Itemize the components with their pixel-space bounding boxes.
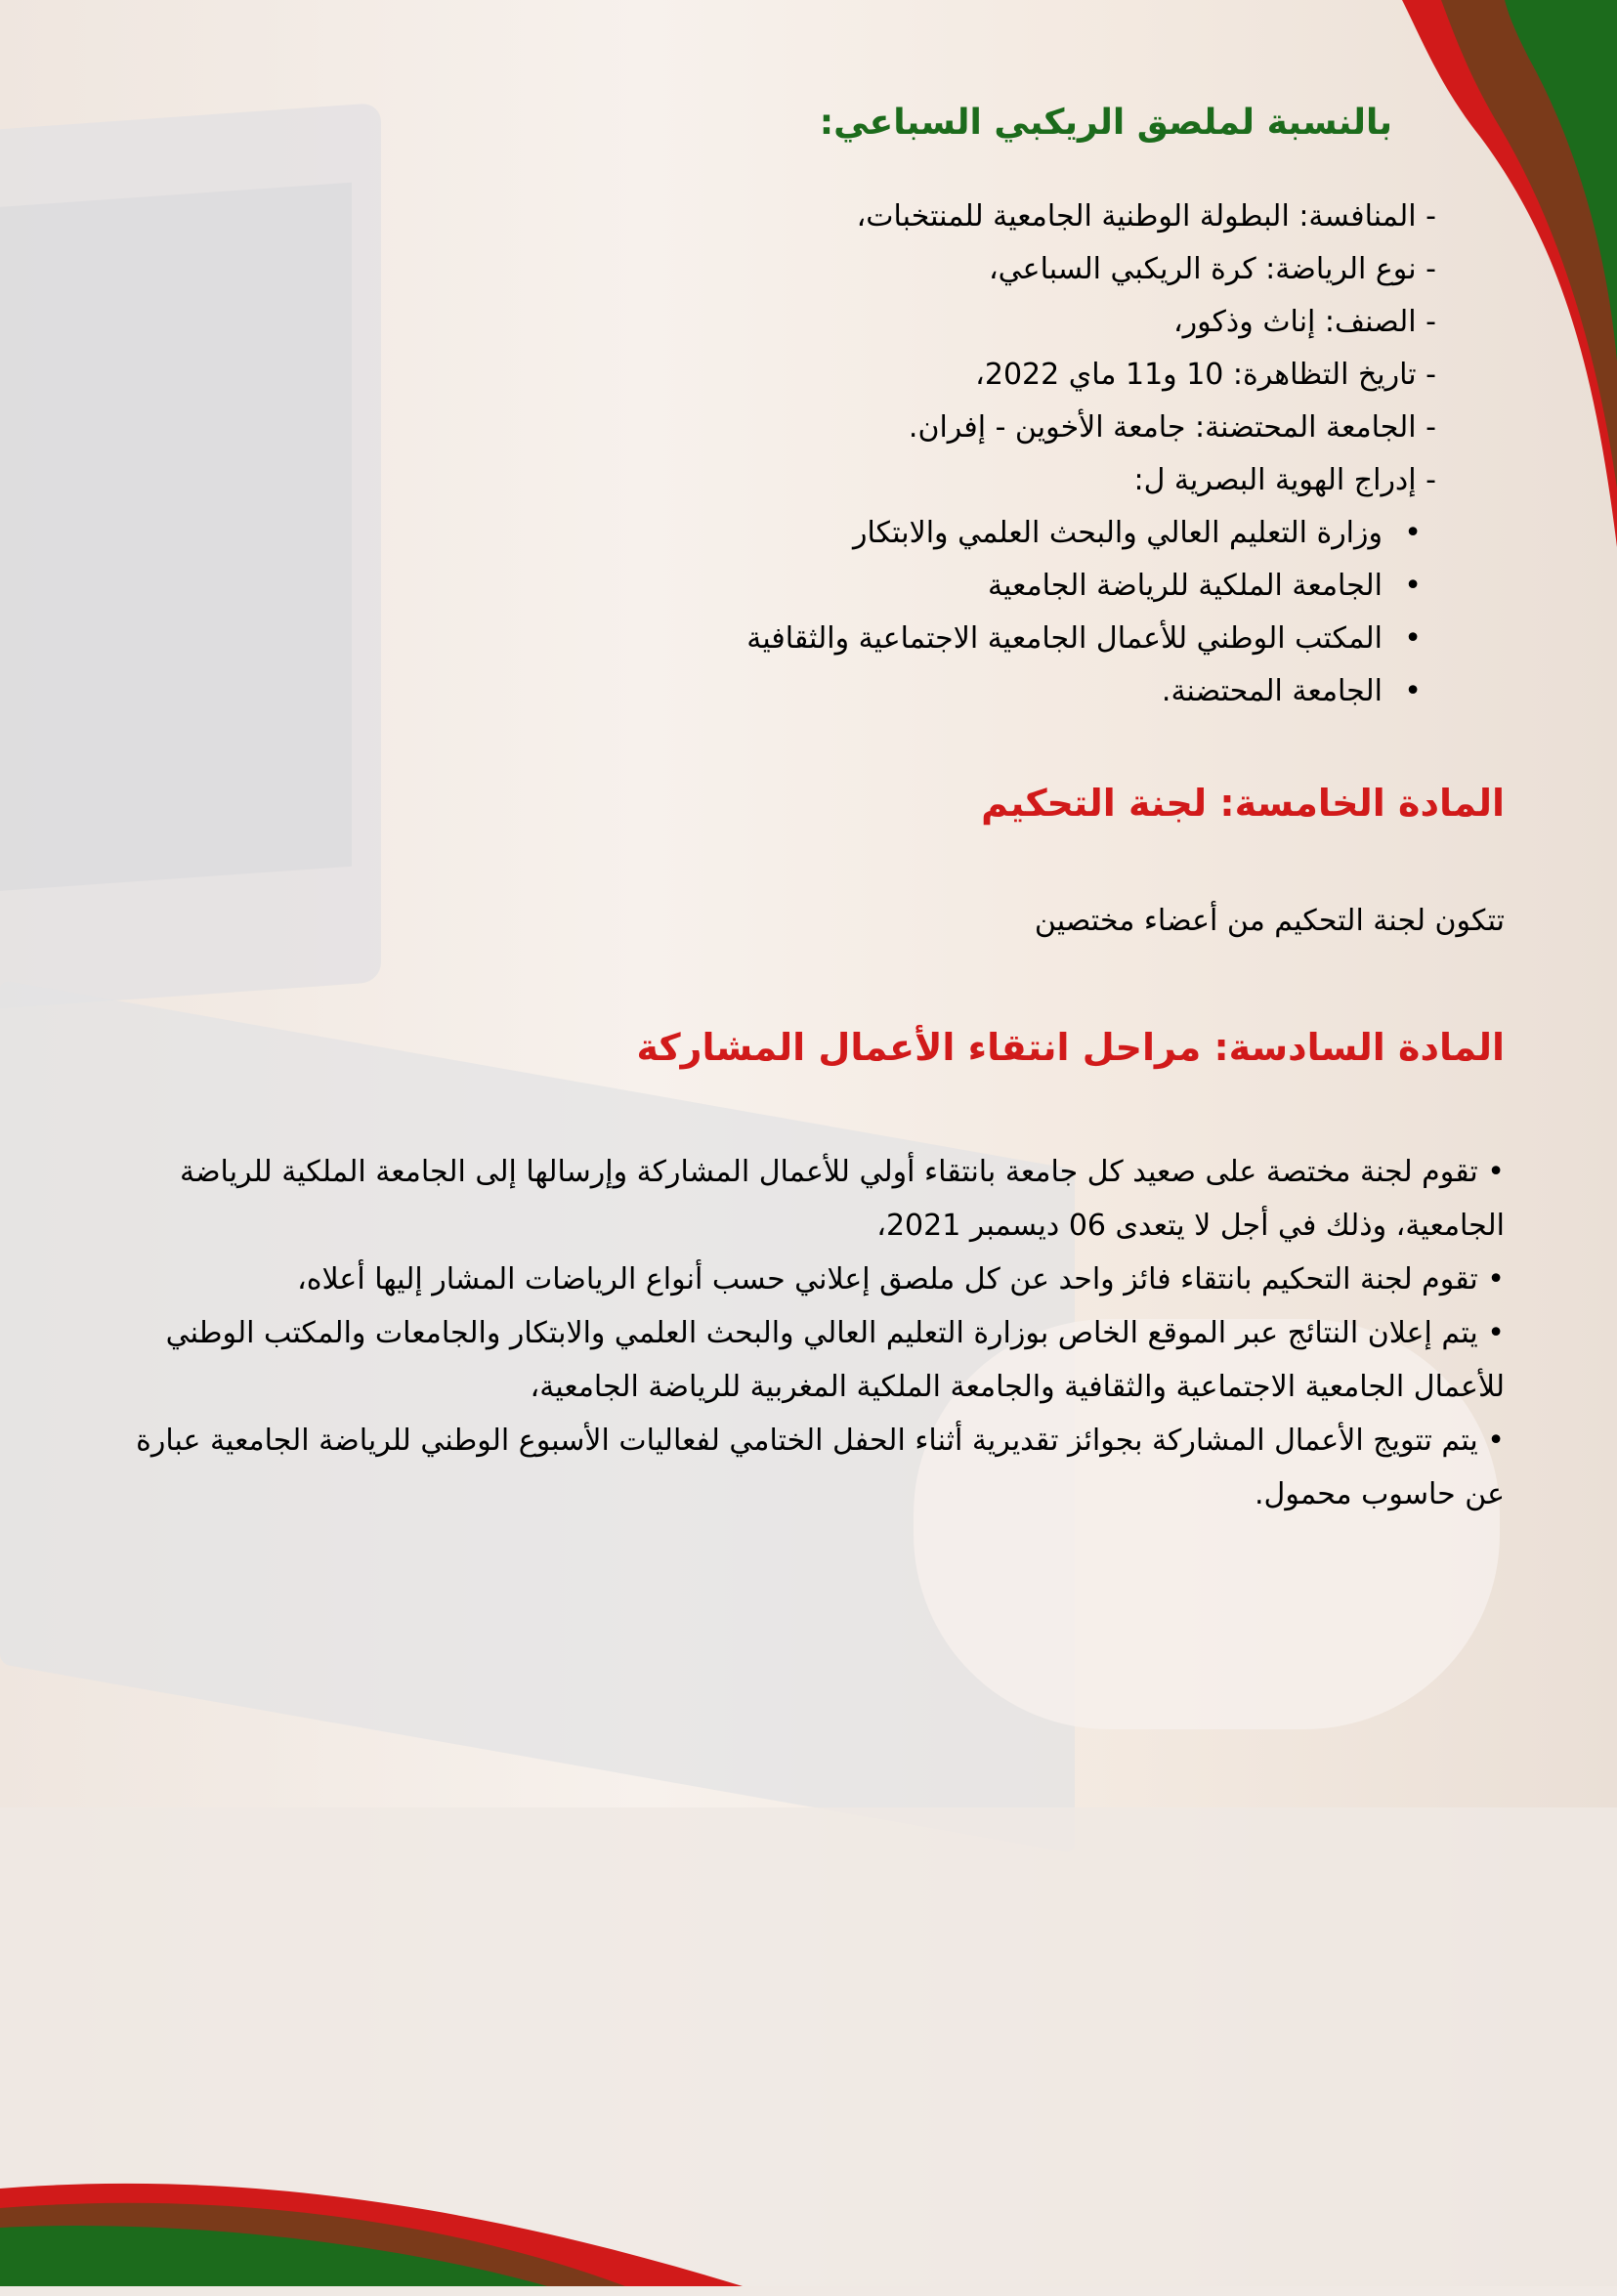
article-6-body bbox=[88, 1145, 1505, 1521]
list-item: - تاريخ التظاهرة: 10 و11 ماي 2022، bbox=[975, 358, 1436, 392]
list-item: • الجامعة الملكية للرياضة الجامعية bbox=[746, 560, 1422, 613]
list-item: - الجامعة المحتضنة: جامعة الأخوين - إفران. bbox=[908, 410, 1436, 445]
list-item: - الصنف: إناث وذكور، bbox=[1172, 305, 1436, 339]
list-item: - المنافسة: البطولة الوطنية الجامعية للمنتخبات، bbox=[856, 199, 1436, 234]
paragraph: • تقوم لجنة مختصة على صعيد كل جامعة بانتقاء أولي للأعمال المشاركة وإرسالها إلى الجامعة الملكية للرياضة الجامعية، وذلك في أجل لا يتعدى 06 ديسمبر 2021، bbox=[180, 1155, 1505, 1243]
corner-wave-bottom-left bbox=[0, 2149, 743, 2286]
paragraph: • يتم تتويج الأعمال المشاركة بجوائز تقديرية أثناء الحفل الختامي لفعاليات الأسبوع الوطني للرياضة الجامعية عبارة عن حاسوب محمول. bbox=[136, 1424, 1505, 1511]
rugby-details-list bbox=[857, 191, 1436, 507]
list-item: • المكتب الوطني للأعمال الجامعية الاجتماعية والثقافية bbox=[746, 613, 1422, 665]
rugby-section-heading: بالنسبة لملصق الريكبي السباعي: bbox=[819, 103, 1392, 143]
article-5-heading: المادة الخامسة: لجنة التحكيم bbox=[981, 782, 1505, 825]
paragraph: • يتم إعلان النتائج عبر الموقع الخاص بوزارة التعليم العالي والبحث العلمي والابتكار والجامعات والمكتب الوطني للأعمال الجامعية الاجتماعية والثقافية والجامعة الملكية المغربية للرياضة الجامعية، bbox=[165, 1316, 1505, 1404]
laptop-screen-inner-shape bbox=[0, 183, 352, 893]
paragraph: • تقوم لجنة التحكيم بانتقاء فائز واحد عن كل ملصق إعلاني حسب أنواع الرياضات المشار إليها أعلاه، bbox=[297, 1262, 1505, 1297]
article-5-text: تتكون لجنة التحكيم من أعضاء مختصين bbox=[1034, 904, 1505, 938]
visual-identity-list bbox=[746, 507, 1422, 718]
list-item: - إدراج الهوية البصرية ل: bbox=[1133, 463, 1436, 497]
article-6-heading: المادة السادسة: مراحل انتقاء الأعمال المشاركة bbox=[636, 1026, 1505, 1069]
list-item: - نوع الرياضة: كرة الريكبي السباعي، bbox=[988, 252, 1436, 286]
list-item: • وزارة التعليم العالي والبحث العلمي والابتكار bbox=[746, 507, 1422, 560]
list-item: • الجامعة المحتضنة. bbox=[746, 665, 1422, 718]
